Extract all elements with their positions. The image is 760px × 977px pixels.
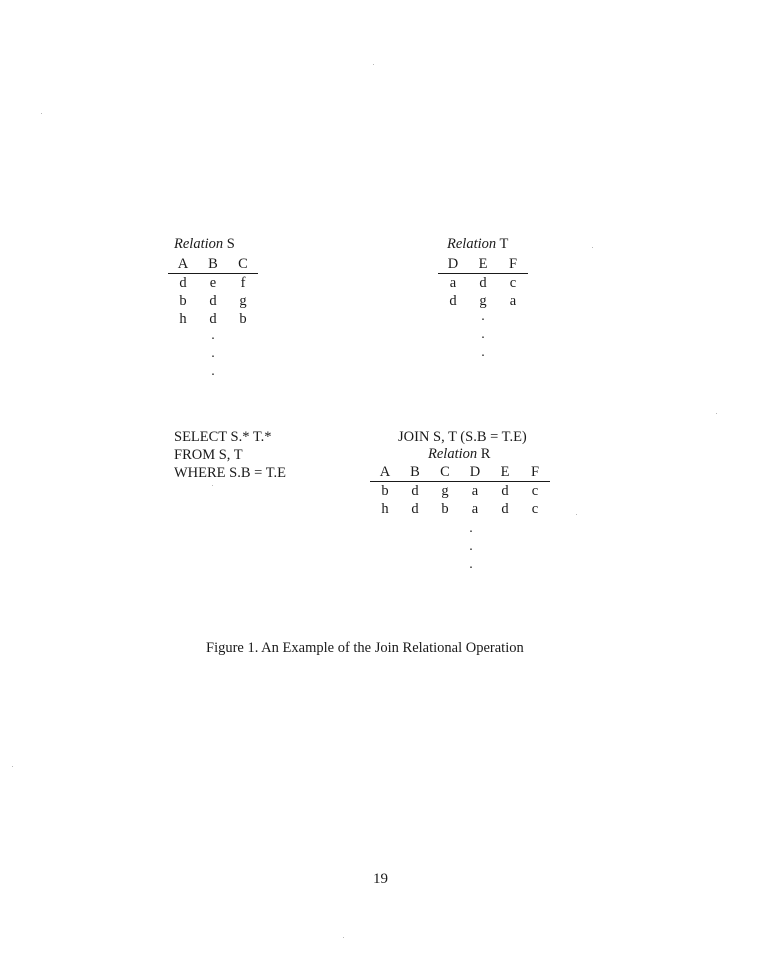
relation-s-column-header: B bbox=[198, 255, 228, 274]
continuation-dot: . bbox=[211, 346, 215, 361]
relation-s-header-row bbox=[168, 255, 258, 274]
relation-r-column-header: A bbox=[370, 463, 400, 482]
relation-r-title-word: Relation bbox=[428, 446, 478, 462]
relation-r-cell: a bbox=[471, 501, 479, 517]
relation-t-cell: d bbox=[449, 293, 457, 309]
continuation-dot: . bbox=[481, 345, 485, 360]
relation-r-cell: b bbox=[441, 501, 449, 517]
relation-r-cell: d bbox=[501, 501, 509, 517]
relation-t-column-header: E bbox=[468, 255, 498, 274]
relation-s-title bbox=[174, 236, 235, 253]
relation-r-continuation bbox=[456, 520, 486, 574]
relation-t-cell: c bbox=[509, 275, 517, 291]
relation-r-table bbox=[370, 463, 550, 518]
relation-t-cell: a bbox=[449, 275, 457, 291]
relation-s-title-word: Relation bbox=[174, 236, 224, 252]
relation-s-row bbox=[168, 292, 258, 310]
scan-speck bbox=[343, 937, 344, 938]
relation-r-cell: c bbox=[531, 501, 539, 517]
relation-r-column-header: C bbox=[430, 463, 460, 482]
scan-speck bbox=[716, 413, 717, 414]
relation-r-title bbox=[428, 446, 490, 463]
sql-select-line: SELECT S.* T.* bbox=[174, 429, 272, 445]
relation-r-column-header: E bbox=[490, 463, 520, 482]
relation-s-row bbox=[168, 310, 258, 328]
relation-s-cell: f bbox=[240, 275, 246, 291]
sql-from-line: FROM S, T bbox=[174, 447, 243, 463]
continuation-dot: . bbox=[481, 327, 485, 342]
relation-t-title-name: T bbox=[499, 236, 509, 252]
sql-where-line: WHERE S.B = T.E bbox=[174, 465, 286, 481]
relation-r-cell: a bbox=[471, 483, 479, 499]
scan-speck bbox=[373, 64, 374, 65]
relation-r-header-row bbox=[370, 463, 550, 482]
relation-r-cell: d bbox=[501, 483, 509, 499]
relation-s-cell: g bbox=[239, 293, 247, 309]
relation-s-cell: b bbox=[239, 311, 247, 327]
continuation-dot: . bbox=[469, 521, 473, 536]
relation-t-title bbox=[447, 236, 508, 253]
relation-t-header-row bbox=[438, 255, 528, 274]
relation-s-column-header: C bbox=[228, 255, 258, 274]
continuation-dot: . bbox=[211, 364, 215, 379]
relation-t-cell: d bbox=[479, 275, 487, 291]
scan-speck bbox=[576, 514, 577, 515]
relation-r-cell: d bbox=[411, 483, 419, 499]
continuation-dot: . bbox=[469, 539, 473, 554]
relation-t-cell: g bbox=[479, 293, 487, 309]
relation-s-cell: b bbox=[179, 293, 187, 309]
relation-s-cell: e bbox=[209, 275, 217, 291]
relation-r-cell: b bbox=[381, 483, 389, 499]
page-number: 19 bbox=[373, 871, 388, 887]
relation-t-continuation bbox=[468, 308, 498, 362]
relation-s-cell: d bbox=[209, 311, 217, 327]
relation-s-column-header: A bbox=[168, 255, 198, 274]
relation-t-table bbox=[438, 255, 528, 310]
relation-r-column-header: F bbox=[520, 463, 550, 482]
continuation-dot: . bbox=[481, 309, 485, 324]
sql-query-block bbox=[174, 428, 286, 482]
join-expression: JOIN S, T (S.B = T.E) bbox=[398, 429, 527, 445]
scan-speck bbox=[212, 485, 213, 486]
relation-r-title-name: R bbox=[480, 446, 491, 462]
relation-t-row bbox=[438, 274, 528, 293]
relation-r-column-header: B bbox=[400, 463, 430, 482]
scan-speck bbox=[592, 247, 593, 248]
relation-r-cell: g bbox=[441, 483, 449, 499]
relation-t-column-header: F bbox=[498, 255, 528, 274]
relation-s-table bbox=[168, 255, 258, 328]
relation-r-column-header: D bbox=[460, 463, 490, 482]
relation-s-title-name: S bbox=[226, 236, 235, 252]
figure-caption: Figure 1. An Example of the Join Relational Operation bbox=[206, 640, 524, 656]
relation-t-column-header: D bbox=[438, 255, 468, 274]
relation-s-row bbox=[168, 274, 258, 293]
relation-r-row bbox=[370, 500, 550, 518]
scan-speck bbox=[12, 766, 13, 767]
continuation-dot: . bbox=[211, 328, 215, 343]
relation-r-cell: c bbox=[531, 483, 539, 499]
relation-s-cell: h bbox=[179, 311, 187, 327]
relation-s-continuation bbox=[198, 327, 228, 381]
scan-speck bbox=[41, 113, 42, 114]
relation-s-cell: d bbox=[209, 293, 217, 309]
relation-r-cell: h bbox=[381, 501, 389, 517]
relation-r-row bbox=[370, 482, 550, 501]
relation-t-cell: a bbox=[509, 293, 517, 309]
relation-r-cell: d bbox=[411, 501, 419, 517]
continuation-dot: . bbox=[469, 557, 473, 572]
relation-s-cell: d bbox=[179, 275, 187, 291]
relation-t-title-word: Relation bbox=[447, 236, 497, 252]
